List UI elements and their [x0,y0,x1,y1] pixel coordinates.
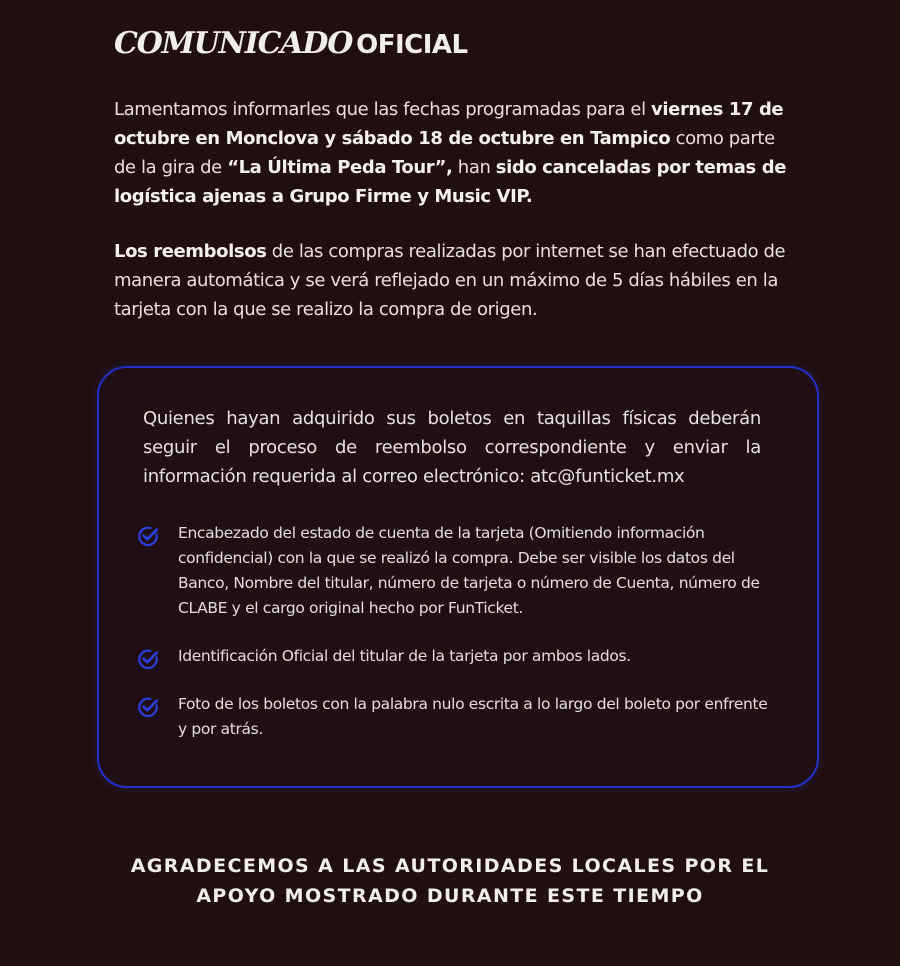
title-bold-word: OFICIAL [356,30,468,60]
refund-paragraph [114,237,794,324]
tour-name: “La Última Peda Tour”, [227,157,453,178]
cancellation-paragraph [114,95,794,211]
refund-lead: Los reembolsos [114,241,267,262]
cancellation-text-2: como parte de la gira de [114,128,775,178]
box-office-refund-intro: Quienes hayan adquirido sus boletos en taquillas físicas deberán seguir el proceso de reembolso correspondiente y enviar la información requerida al correo electrónico: atc@funticket.mx [143,408,761,487]
thanks-line-2: APOYO MOSTRADO DURANTE ESTE TIEMPO [196,885,704,907]
requirement-text: Identificación Oficial del titular de la tarjeta por ambos lados. [178,647,631,665]
cancellation-text-3: han [452,157,496,178]
check-badge-icon [137,648,159,670]
refund-text: de las compras realizadas por internet se han efectuado de manera automática y se verá reflejado en un máximo de 5 días hábiles en la tarjeta con la que se realizo la compra de origen. [114,241,786,320]
check-badge-icon [137,525,159,547]
requirement-text: Foto de los boletos con la palabra nulo escrita a lo largo del boleto por enfrente y por atrás. [178,695,768,738]
cancelled-dates: viernes 17 de octubre en Monclova y sábado 18 de octubre en Tampico [114,99,784,149]
title-italic-word: COMUNICADO [114,26,353,61]
check-badge-icon [137,696,159,718]
box-office-refund-card [97,366,819,788]
cancellation-reason: sido canceladas por temas de logística ajenas a Grupo Firme y Music VIP. [114,157,787,207]
thanks-footer [0,851,900,911]
cancellation-text-1: Lamentamos informarles que las fechas programadas para el [114,99,652,120]
page-title [114,22,468,65]
requirement-text: Encabezado del estado de cuenta de la tarjeta (Omitiendo información confidencial) con la que se realizó la compra. Debe ser visible los datos del Banco, Nombre del titular, número de tarjeta o número de Cuenta, número de CLABE y el cargo original hecho por FunTicket. [178,524,760,617]
thanks-line-1: AGRADECEMOS A LAS AUTORIDADES LOCALES POR EL [130,855,770,877]
